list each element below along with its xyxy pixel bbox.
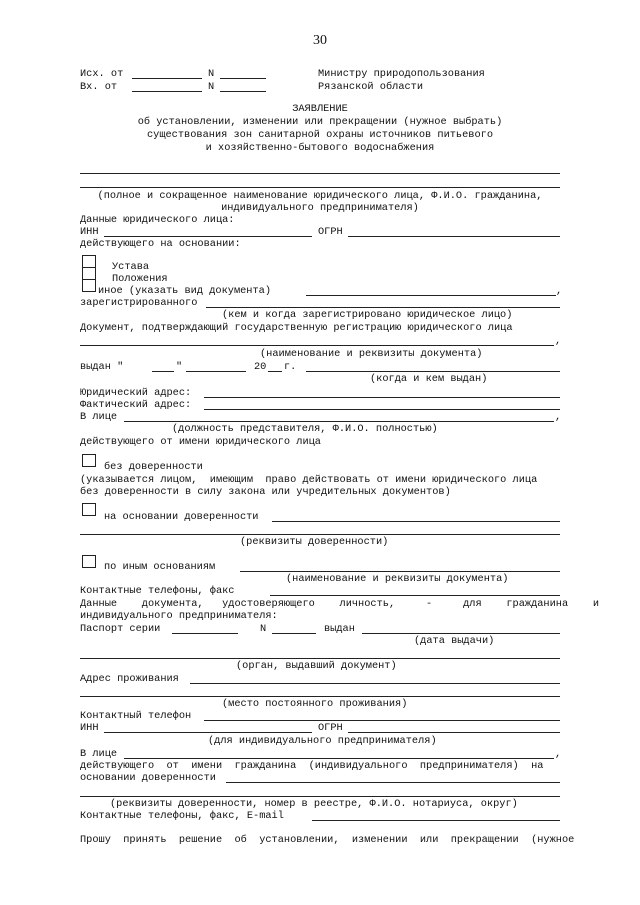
legal-address-label: Юридический адрес: [80, 387, 192, 399]
applicant-name-field-1[interactable] [80, 173, 560, 174]
actual-address-field[interactable] [204, 409, 560, 410]
no-poa-note-2: без доверенности в силу закона или учредительных документов) [80, 486, 451, 498]
applicant-name-caption-2: индивидуального предпринимателя) [221, 202, 419, 214]
passport-number-field[interactable] [272, 633, 316, 634]
no-poa-note-1: (указывается лицом, имеющим право действовать от имени юридического лица [80, 474, 538, 486]
inn-label: ИНН [80, 226, 99, 238]
acting-basis-label: действующего на основании: [80, 238, 241, 250]
representative-field[interactable] [124, 421, 554, 422]
issuer-field[interactable] [80, 658, 560, 659]
title-line-3: и хозяйственно-бытового водоснабжения [205, 142, 435, 154]
citizen-contacts-label: Контактные телефоны, факс, E-mail [80, 810, 284, 822]
passport-issued-label: выдан [324, 623, 355, 635]
other-grounds-label: по иным основаниям [104, 561, 216, 573]
residence-field-1[interactable] [190, 683, 560, 684]
by-poa-label: на основании доверенности [104, 511, 259, 523]
issued-month-field[interactable] [186, 371, 246, 372]
no-poa-checkbox[interactable] [82, 454, 96, 467]
citizen-poa-caption: (реквизиты доверенности, номер в реестре, Ф.И.О. нотариуса, округ) [110, 798, 518, 810]
issued-day-field[interactable] [152, 371, 174, 372]
ie-caption: (для индивидуального предпринимателя) [208, 735, 437, 747]
registered-caption: (кем и когда зарегистрировано юридическое лицо) [222, 309, 513, 321]
request-text: Прошу принять решение об установлении, изменении или прекращении (нужное [80, 834, 575, 846]
incoming-label: Вх. от [80, 81, 118, 93]
issue-date-caption: (дата выдачи) [414, 635, 495, 647]
passport-series-field[interactable] [172, 633, 238, 634]
other-grounds-field[interactable] [240, 571, 560, 572]
citizen-representative-label: В лице [80, 748, 118, 760]
regulation-label: Положения [112, 273, 168, 285]
contact-phones-label: Контактные телефоны, факс [80, 585, 235, 597]
actual-address-label: Фактический адрес: [80, 399, 192, 411]
other-document-checkbox[interactable] [82, 279, 96, 292]
acting-on-behalf-label: действующего от имени юридического лица [80, 436, 321, 448]
other-document-label: иное (указать вид документа) [98, 285, 272, 297]
poa-caption: (реквизиты доверенности) [240, 536, 389, 548]
passport-number-sign: N [260, 623, 267, 635]
registered-label: зарегистрированного [80, 297, 198, 309]
ie-ogrn-field[interactable] [348, 732, 560, 733]
outgoing-date-field[interactable] [132, 78, 202, 79]
title-line-2: существования зон санитарной охраны источников питьевого [146, 129, 494, 141]
page-number: 30 [313, 33, 327, 48]
residence-label: Адрес проживания [80, 673, 179, 685]
issued-year-field[interactable] [268, 371, 282, 372]
contact-phone-label: Контактный телефон [80, 710, 192, 722]
issued-by-field[interactable] [306, 371, 560, 372]
ogrn-field[interactable] [348, 236, 560, 237]
inn-field[interactable] [104, 236, 312, 237]
citizen-poa-field-1[interactable] [226, 782, 560, 783]
residence-field-2[interactable] [80, 696, 560, 697]
poa-details-field-1[interactable] [272, 521, 560, 522]
other-grounds-caption: (наименование и реквизиты документа) [286, 573, 509, 585]
document-caption: (наименование и реквизиты документа) [260, 348, 483, 360]
comma: , [556, 285, 563, 297]
ie-inn-field[interactable] [104, 732, 312, 733]
citizen-representative-field[interactable] [124, 758, 554, 759]
comma: , [555, 335, 562, 347]
other-grounds-checkbox[interactable] [82, 555, 96, 568]
document-heading: ЗАЯВЛЕНИЕ [292, 103, 348, 115]
id-data-line-2: индивидуального предпринимателя: [80, 610, 278, 622]
year-suffix: г. [284, 361, 297, 373]
legal-data-label: Данные юридического лица: [80, 214, 235, 226]
recipient-line-2: Рязанской области [318, 81, 424, 93]
contact-phone-field[interactable] [204, 720, 560, 721]
id-data-line-1: Данные документа, удостоверяющего личность, - для гражданина и [80, 598, 600, 610]
representative-caption: (должность представителя, Ф.И.О. полностью) [172, 423, 438, 435]
issued-label: выдан " [80, 361, 124, 373]
title-line-1: об установлении, изменении или прекращении (нужное выбрать) [137, 116, 503, 128]
citizen-poa-field-2[interactable] [80, 796, 560, 797]
outgoing-number-field[interactable] [220, 78, 266, 79]
quote: " [176, 361, 183, 373]
ogrn-label: ОГРН [318, 226, 343, 238]
outgoing-number-sign: N [208, 68, 215, 80]
charter-label: Устава [112, 261, 150, 273]
citizen-acting-line-1: действующего от имени гражданина (индивидуального предпринимателя) на [80, 760, 544, 772]
residence-caption: (место постоянного проживания) [222, 698, 408, 710]
contact-phones-field[interactable] [270, 595, 560, 596]
poa-details-field-2[interactable] [80, 534, 560, 535]
incoming-number-sign: N [208, 81, 215, 93]
outgoing-label: Исх. от [80, 68, 124, 80]
no-poa-label: без доверенности [104, 461, 203, 473]
citizen-acting-line-2: основании доверенности [80, 772, 216, 784]
recipient-line-1: Министру природопользования [318, 68, 485, 80]
comma: , [555, 411, 562, 423]
other-document-field[interactable] [306, 295, 556, 296]
passport-series-label: Паспорт серии [80, 623, 161, 635]
registration-document-field[interactable] [80, 345, 554, 346]
comma: , [555, 748, 562, 760]
citizen-contacts-field[interactable] [312, 820, 560, 821]
registration-document-label: Документ, подтверждающий государственную регистрацию юридического лица [80, 322, 513, 334]
applicant-name-field-2[interactable] [80, 187, 560, 188]
issuer-caption: (орган, выдавший документ) [236, 660, 397, 672]
passport-issued-field[interactable] [362, 633, 560, 634]
ie-inn-label: ИНН [80, 722, 99, 734]
incoming-date-field[interactable] [132, 91, 202, 92]
year-prefix: 20 [254, 361, 267, 373]
legal-address-field[interactable] [204, 397, 560, 398]
incoming-number-field[interactable] [220, 91, 266, 92]
issued-caption: (когда и кем выдан) [370, 373, 488, 385]
representative-label: В лице [80, 411, 118, 423]
by-poa-checkbox[interactable] [82, 503, 96, 516]
ie-ogrn-label: ОГРН [318, 722, 343, 734]
registered-field[interactable] [206, 307, 560, 308]
applicant-name-caption-1: (полное и сокращенное наименование юридического лица, Ф.И.О. гражданина, [97, 190, 543, 202]
